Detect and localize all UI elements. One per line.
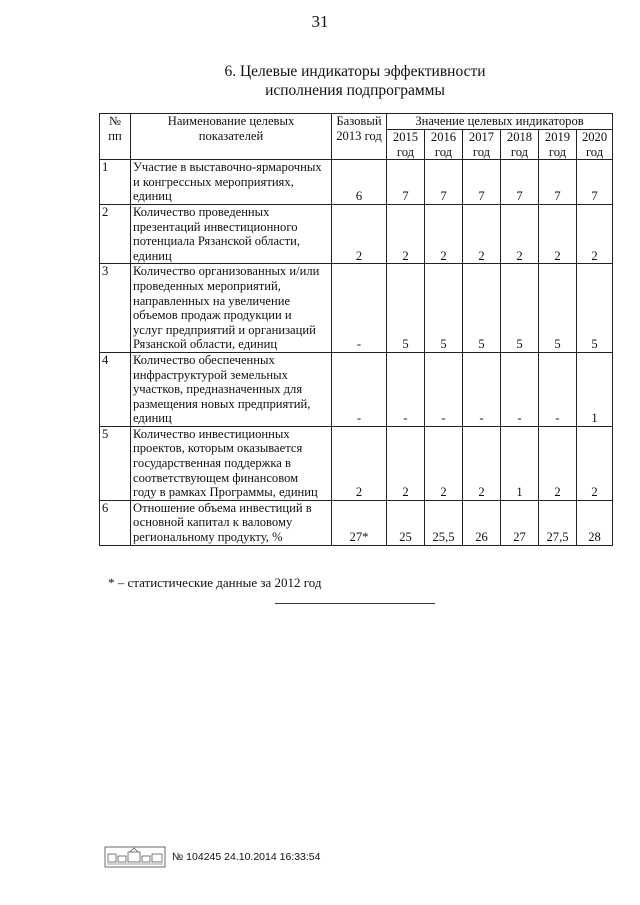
header-year-value: 2015: [392, 130, 419, 144]
table-row: [100, 426, 613, 500]
year-value: 5: [501, 264, 539, 353]
indicator-name-line: Количество обеспеченных: [133, 352, 275, 367]
header-num: [100, 114, 131, 160]
row-number: 2: [100, 204, 131, 263]
header-year: [463, 130, 501, 160]
header-year-value: 2020: [581, 130, 608, 144]
row-number: 4: [100, 352, 131, 426]
header-year: [539, 130, 577, 160]
base-value: 6: [332, 160, 387, 205]
header-base-line: Базовый: [336, 114, 382, 128]
year-value: 2: [463, 204, 501, 263]
indicator-name-line: единиц: [133, 189, 172, 204]
year-value: 2: [387, 426, 425, 500]
table-row: [100, 500, 613, 545]
header-num-line: №: [108, 114, 122, 128]
year-value: 5: [387, 264, 425, 353]
indicator-name-line: соответствующем финансовом: [133, 470, 299, 485]
indicator-name-line: услуг предприятий и организаций: [133, 322, 316, 337]
base-value: -: [332, 264, 387, 353]
indicator-name: [131, 204, 332, 263]
year-value: -: [387, 352, 425, 426]
year-value: -: [425, 352, 463, 426]
indicator-name-line: единиц: [133, 248, 172, 263]
indicator-name: [131, 264, 332, 353]
table-row: [100, 352, 613, 426]
indicator-name-line: проведенных мероприятий,: [133, 278, 281, 293]
footnote: * – статистические данные за 2012 год: [108, 575, 322, 590]
indicator-name-line: Рязанской области, единиц: [133, 337, 278, 352]
year-value: 26: [463, 500, 501, 545]
section-title: [120, 62, 590, 100]
year-value: -: [501, 352, 539, 426]
header-year-suffix: год: [434, 144, 453, 159]
base-value: 2: [332, 426, 387, 500]
row-number: 6: [100, 500, 131, 545]
table-row: [100, 204, 613, 263]
header-name-line: Наименование целевых: [167, 114, 295, 128]
row-number: 5: [100, 426, 131, 500]
section-title-line: исполнения подпрограммы: [265, 82, 445, 99]
indicators-table: [99, 113, 613, 546]
indicator-name-line: Количество проведенных: [133, 204, 270, 219]
registry-stamp: [104, 846, 320, 868]
year-value: 2: [425, 204, 463, 263]
year-value: -: [463, 352, 501, 426]
header-year: [425, 130, 463, 160]
year-value: 2: [577, 204, 613, 263]
indicator-name-line: презентаций инвестиционного: [133, 219, 298, 234]
header-year-value: 2018: [506, 130, 533, 144]
header-year-suffix: год: [548, 144, 567, 159]
header-year: [387, 130, 425, 160]
year-value: 2: [387, 204, 425, 263]
indicator-name-line: году в рамках Программы, единиц: [133, 485, 318, 500]
header-year-suffix: год: [585, 144, 604, 159]
header-year-value: 2019: [544, 130, 571, 144]
table-row: [100, 160, 613, 205]
year-value: 2: [425, 426, 463, 500]
year-value: 25,5: [425, 500, 463, 545]
indicator-name: [131, 500, 332, 545]
header-base-line: 2013 год: [336, 128, 382, 143]
indicator-name-line: основной капитал к валовому: [133, 515, 293, 530]
table-body: [100, 160, 613, 545]
page-number: 31: [311, 12, 329, 31]
header-year-suffix: год: [472, 144, 491, 159]
indicator-name: [131, 352, 332, 426]
header-year-value: 2017: [468, 130, 495, 144]
year-value: 5: [425, 264, 463, 353]
header-year: [577, 130, 613, 160]
separator-line: [275, 603, 435, 604]
year-value: 1: [577, 352, 613, 426]
header-year-suffix: год: [396, 144, 415, 159]
year-value: 2: [463, 426, 501, 500]
indicator-name-line: участков, предназначенных для: [133, 382, 303, 397]
indicator-name-line: единиц: [133, 411, 172, 426]
base-value: -: [332, 352, 387, 426]
registry-stamp-logo-icon: [104, 846, 166, 868]
indicator-name-line: направленных на увеличение: [133, 293, 291, 308]
indicator-name: [131, 426, 332, 500]
table-row: [100, 264, 613, 353]
year-value: 5: [577, 264, 613, 353]
year-value: 27,5: [539, 500, 577, 545]
indicator-name-line: Количество инвестиционных: [133, 426, 290, 441]
indicator-name-line: инфраструктурой земельных: [133, 367, 288, 382]
header-base: [332, 114, 387, 160]
year-value: 1: [501, 426, 539, 500]
header-year: [501, 130, 539, 160]
year-value: 5: [463, 264, 501, 353]
header-num-line: пп: [108, 128, 122, 143]
header-name: [131, 114, 332, 160]
indicator-name-line: государственная поддержка в: [133, 456, 291, 471]
indicator-name: [131, 160, 332, 205]
base-value: 27*: [332, 500, 387, 545]
row-number: 1: [100, 160, 131, 205]
indicator-name-line: размещения новых предприятий,: [133, 396, 311, 411]
row-number: 3: [100, 264, 131, 353]
year-value: 2: [501, 204, 539, 263]
year-value: 5: [539, 264, 577, 353]
header-year-value: 2016: [430, 130, 457, 144]
stamp-text: № 104245 24.10.2014 16:33:54: [172, 851, 321, 863]
year-value: 2: [539, 426, 577, 500]
indicator-name-line: региональному продукту, %: [133, 530, 283, 545]
year-value: 27: [501, 500, 539, 545]
year-value: 7: [463, 160, 501, 205]
year-value: 25: [387, 500, 425, 545]
section-title-line: 6. Целевые индикаторы эффективности: [224, 63, 486, 80]
year-value: 7: [425, 160, 463, 205]
year-value: 2: [539, 204, 577, 263]
base-value: 2: [332, 204, 387, 263]
year-value: 2: [577, 426, 613, 500]
year-value: 28: [577, 500, 613, 545]
year-value: 7: [539, 160, 577, 205]
year-value: 7: [501, 160, 539, 205]
indicator-name-line: и конгрессных мероприятиях,: [133, 174, 294, 189]
year-value: -: [539, 352, 577, 426]
header-name-line: показателей: [198, 128, 264, 143]
header-year-suffix: год: [510, 144, 529, 159]
indicator-name-line: проектов, которым оказывается: [133, 441, 303, 456]
indicator-name-line: потенциала Рязанской области,: [133, 234, 301, 249]
year-value: 7: [577, 160, 613, 205]
year-value: 7: [387, 160, 425, 205]
header-values-group: Значение целевых индикаторов: [387, 114, 613, 130]
indicator-name-line: объемов продаж продукции и: [133, 308, 292, 323]
indicator-name-line: Количество организованных и/или: [133, 264, 320, 279]
indicator-name-line: Участие в выставочно-ярмарочных: [133, 160, 322, 175]
indicator-name-line: Отношение объема инвестиций в: [133, 500, 312, 515]
